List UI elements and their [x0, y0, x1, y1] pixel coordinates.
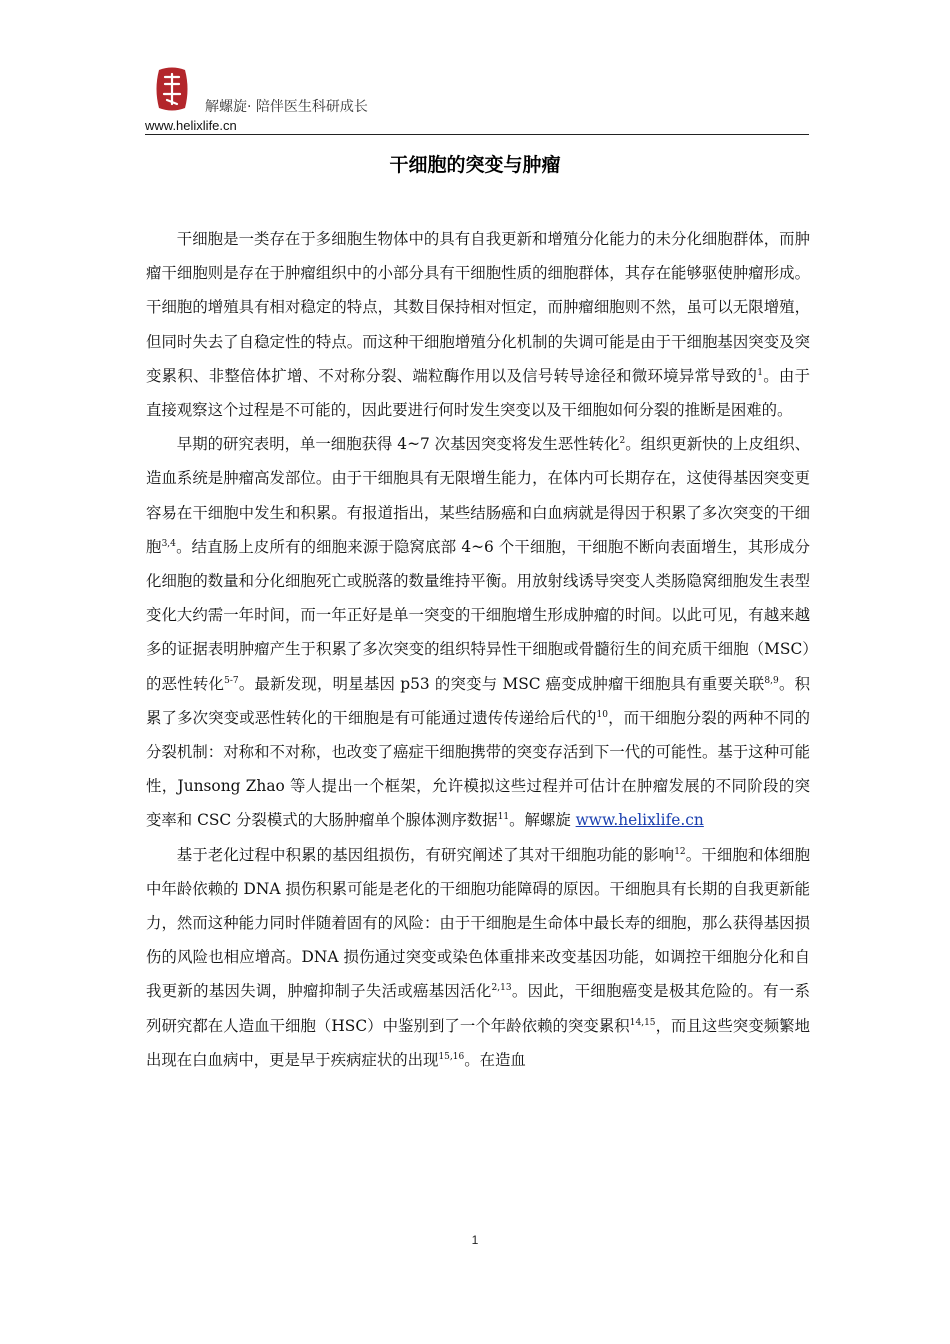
citation-reference: 5-7 [224, 675, 239, 686]
paragraph-text: 基于老化过程中积累的基因组损伤，有研究阐述了其对干细胞功能的影响 [176, 845, 675, 864]
citation-reference: 10 [596, 709, 608, 720]
paragraph-text: 。在造血 [464, 1050, 526, 1069]
paragraph-text: 。干细胞和体细胞中年龄依赖的 DNA 损伤积累可能是老化的干细胞功能障碍的原因。干细胞具有长期的自我更新能力，然而这种能力同时伴随着固有的风险：由于干细胞是生命体中最长寿的细胞，那么获得基因损伤的风险也相应增高。DNA 损伤通过突变或染色体重排来改变基因功能，如调控干细胞分化和自我更新的基因失调，肿瘤抑制子失活或癌基因活化 [146, 845, 810, 1001]
paragraph-text: 。组织更新快的上皮组织、造血系统是肿瘤高发部位。由于干细胞具有无限增生能力，在体内可长期存在，这使得基因突变更容易在干细胞中发生和积累。有报道指出，某些结肠癌和白血病就是得因于积累了多次突变的干细胞 [146, 435, 810, 556]
paragraph-text: 。最新发现，明星基因 p53 的突变与 MSC 癌变成肿瘤干细胞具有重要关联 [238, 674, 765, 693]
citation-reference: 15,16 [438, 1051, 465, 1062]
body-paragraph [146, 838, 810, 1077]
citation-reference: 3,4 [161, 538, 176, 549]
citation-reference: 1 [757, 367, 763, 378]
paragraph-text: 早期的研究表明，单一细胞获得 4~7 次基因突变将发生恶性转化 [176, 435, 620, 454]
document-title: 干细胞的突变与肿瘤 [389, 154, 561, 176]
citation-reference: 2 [619, 436, 626, 447]
site-url[interactable]: www.helixlife.cn [145, 118, 237, 133]
paragraph-text: 。由于直接观察这个过程是不可能的，因此要进行何时发生突变以及干细胞如何分裂的推断是困难的。 [146, 366, 810, 420]
paragraph-text: ，而且这些突变频繁地出现在白血病中，更是早于疾病症状的出现 [146, 1016, 810, 1069]
page-number: 1 [471, 1233, 479, 1247]
citation-reference: 14,15 [629, 1017, 656, 1028]
paragraph-text: 。因此，干细胞癌变是极其危险的。有一系列研究都在人造血干细胞（HSC）中鉴别到了一个年龄依赖的突变累积 [146, 982, 810, 1035]
paragraph-text: 。积累了多次突变或恶性转化的干细胞是有可能通过遗传传递给后代的 [146, 674, 810, 727]
page-header [145, 62, 809, 138]
paragraph-text: 。结直肠上皮所有的细胞来源于隐窝底部 4~6 个干细胞，干细胞不断向表面增生，其形成分化细胞的数量和分化细胞死亡或脱落的数量维持平衡。用放射线诱导突变人类肠隐窝细胞发生表型变化大约需一年时间，而一年正好是单一突变的干细胞增生形成肿瘤的时间。以此可见，有越来越多的证据表明肿瘤产生于积累了多次突变的组织特异性干细胞或骨髓衍生的间充质干细胞（MSC）的恶性转化 [146, 537, 810, 693]
body-paragraph [146, 427, 810, 837]
paragraph-text: 干细胞是一类存在于多细胞生物体中的具有自我更新和增殖分化能力的未分化细胞群体，而肿瘤干细胞则是存在于肿瘤组织中的小部分具有干细胞性质的细胞群体，其存在能够驱使肿瘤形成。干细胞的增殖具有相对稳定的特点，其数目保持相对恒定，而肿瘤细胞则不然，虽可以无限增殖，但同时失去了自稳定性的特点。而这种干细胞增殖分化机制的失调可能是由于干细胞基因突变及突变累积、非整倍体扩增、不对称分裂、端粒酶作用以及信号转导途径和微环境异常导致的 [146, 230, 810, 385]
body-paragraph [146, 222, 810, 427]
seal-logo-icon [153, 66, 191, 112]
paragraph-text: ，而干细胞分裂的两种不同的分裂机制：对称和不对称，也改变了癌症干细胞携带的突变存活到下一代的可能性。基于这种可能性，Junsong Zhao 等人提出一个框架，允许模拟这些过程并可估计在肿瘤发展的不同阶段的突变率和 CSC 分裂模式的大肠肿瘤单个腺体测序数据 [146, 708, 810, 830]
document-body [146, 222, 810, 1077]
header-divider [145, 134, 809, 135]
header-tagline: 解螺旋· 陪伴医生科研成长 [205, 99, 368, 115]
paragraph-text: 。解螺旋 [509, 811, 576, 830]
citation-reference: 11 [497, 812, 510, 823]
citation-reference: 8,9 [764, 675, 779, 686]
citation-reference: 12 [674, 846, 686, 857]
website-link[interactable]: www.helixlife.cn [575, 811, 704, 830]
citation-reference: 2,13 [491, 983, 512, 994]
